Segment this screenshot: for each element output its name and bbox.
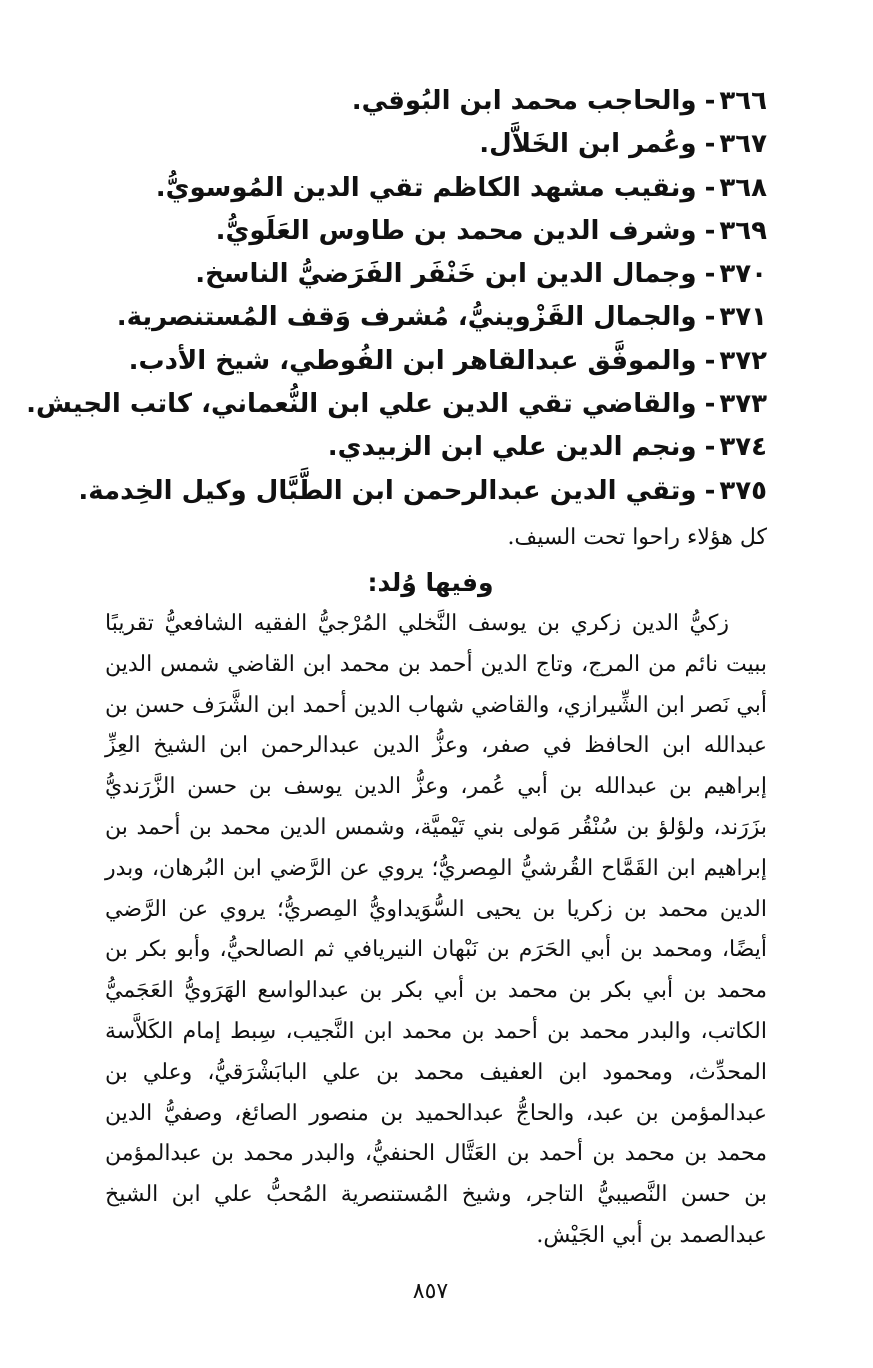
item-separator: - (704, 345, 716, 376)
page-number: ٨٥٧ (412, 1279, 449, 1304)
item-number: ٣٧٣ (719, 389, 767, 420)
item-text: والقاضي تقي الدين علي ابن النُّعماني، كاتب الجيش. (26, 389, 697, 420)
item-number: ٣٦٧ (719, 129, 767, 160)
item-text: وشرف الدين محمد بن طاوس العَلَويُّ. (215, 215, 697, 246)
list-item (67, 80, 767, 123)
item-text: والموفَّق عبدالقاهر ابن الفُوطي، شيخ الأدب. (128, 345, 697, 376)
item-separator: - (704, 172, 716, 203)
list-item (67, 123, 767, 166)
item-number: ٣٦٩ (719, 215, 767, 246)
numbered-list (26, 80, 767, 513)
item-text: والجمال القَزْوينيُّ، مُشرف وَقف المُستنصرية. (116, 302, 697, 333)
list-item (67, 210, 767, 253)
item-text: ونجم الدين علي ابن الزبيدي. (327, 432, 697, 463)
item-separator: - (704, 302, 716, 333)
item-number: ٣٧١ (719, 302, 767, 333)
body-paragraph: زكيُّ الدين زكري بن يوسف النَّخلي المُرْجيُّ الفقيه الشافعيُّ تقريبًا ببيت نائم من المرج، وتاج الدين أحمد بن محمد ابن القاضي شمس الدين أبي نَصر ابن الشِّيرازي، والقاضي شهاب الدين أحمد ابن الشَّرَف حسن بن عبدالله ابن الحافظ في صفر، وعزُّ الدين عبدالرحمن ابن الشيخ العِزِّ إبراهيم بن عبدالله بن أبي عُمر، وعزُّ الدين يوسف بن حسن الزَّرَنديُّ بزَرَند، ولؤلؤ بن سُنْقُر مَولى بني تَيْميَّة، وشمس الدين محمد بن أحمد بن إبراهيم ابن القَمَّاح القُرشيُّ المِصريُّ؛ يروي عن الرَّضي ابن البُرهان، وبدر الدين محمد بن زكريا بن يحيى السُّوَيداويُّ المِصريُّ؛ يروي عن الرَّضي أيضًا، ومحمد بن أبي الحَرَم بن نَبْهان النيريافي ثم الصالحيُّ، وأبو بكر بن محمد بن أبي بكر بن محمد بن أبي بكر بن عبدالواسع الهَرَويُّ العَجَميُّ الكاتب، والبدر محمد بن أحمد بن محمد ابن النَّجيب، سِبط إمام الكَلاَّسة المحدِّث، ومحمود ابن العفيف محمد بن علي البابَشْرَقيُّ، وعلي بن عبدالمؤمن بن عبد، والحاجُّ عبدالحميد بن منصور الصائغ، وصفيُّ الدين محمد بن محمد بن أحمد بن العَتَّال الحنفيُّ، والبدر محمد بن عبدالمؤمن بن حسن النَّصيبيُّ التاجر، وشيخ المُستنصرية المُحبُّ علي ابن الشيخ عبدالصمد بن أبي الجَيْش. (105, 611, 767, 1248)
item-number: ٣٦٨ (719, 172, 767, 203)
section-heading: وفيها وُلد: (367, 568, 494, 597)
item-separator: - (704, 215, 716, 246)
list-item (67, 426, 767, 469)
item-separator: - (704, 129, 716, 160)
item-number: ٣٧٠ (719, 259, 767, 290)
item-separator: - (704, 432, 716, 463)
list-item (26, 383, 767, 426)
item-separator: - (704, 389, 716, 420)
item-text: وتقي الدين عبدالرحمن ابن الطَّبَّال وكيل الخِدمة. (78, 475, 697, 506)
item-text: ونقيب مشهد الكاظم تقي الدين المُوسويُّ. (155, 172, 697, 203)
item-separator: - (704, 86, 716, 116)
item-separator: - (704, 259, 716, 290)
closing-line: كل هؤلاء راحوا تحت السيف. (507, 525, 767, 550)
list-item (67, 340, 767, 383)
item-number: ٣٧٥ (719, 475, 767, 506)
item-number: ٣٧٤ (719, 432, 767, 463)
item-text: وجمال الدين ابن خَنْفَر الفَرَضيُّ الناسخ. (195, 259, 697, 290)
list-item (67, 167, 767, 210)
list-item (67, 296, 767, 339)
item-text: وعُمر ابن الخَلاَّل. (479, 129, 697, 160)
item-text: والحاجب محمد ابن البُوقي. (351, 86, 697, 116)
item-number: ٣٦٦ (719, 86, 767, 116)
item-number: ٣٧٢ (719, 345, 767, 376)
list-item (67, 253, 767, 296)
list-item (67, 470, 767, 513)
item-separator: - (704, 475, 716, 506)
